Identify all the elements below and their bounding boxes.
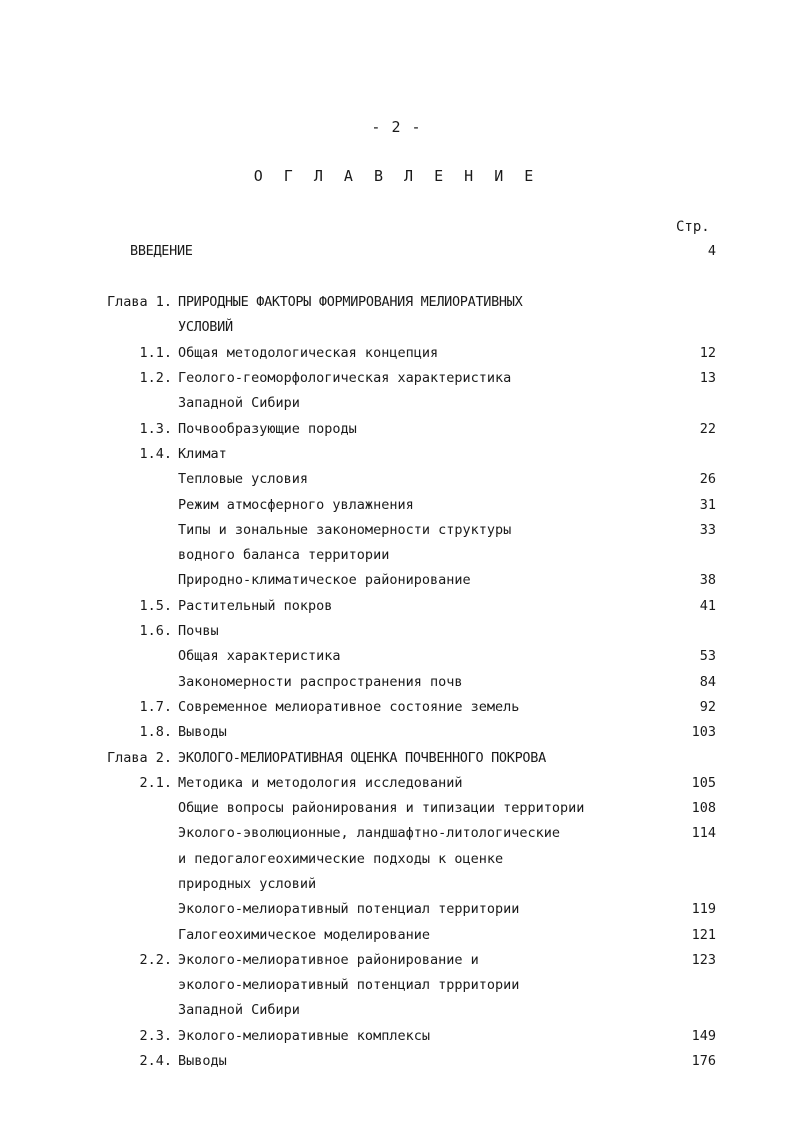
toc-entry xyxy=(0,417,793,442)
entry-title: Типы и зональные закономерности структуры xyxy=(178,522,512,538)
entry-title: Природно-климатическое районирование xyxy=(178,572,471,588)
toc-entry xyxy=(0,1024,793,1049)
entry-title: и педогалогеохимические подходы к оценке xyxy=(178,851,504,867)
entry-title: Общая характеристика xyxy=(178,648,341,664)
entry-page: 121 xyxy=(691,927,716,943)
entry-title: Режим атмосферного увлажнения xyxy=(178,497,414,513)
entry-number: 1.7. xyxy=(139,699,172,715)
entry-title: водного баланса территории xyxy=(178,547,390,563)
entry-page: 22 xyxy=(699,421,716,437)
toc-entry xyxy=(0,948,793,973)
entry-number: 1.2. xyxy=(139,370,172,386)
entry-title: Эколого-мелиоративное районирование и xyxy=(178,952,479,968)
toc-entry xyxy=(0,543,793,568)
toc-entry xyxy=(0,594,793,619)
entry-number: 1.5. xyxy=(139,598,172,614)
toc-entry xyxy=(0,821,793,846)
toc-entry xyxy=(0,1049,793,1074)
toc-entry xyxy=(0,493,793,518)
entry-title: Эколого-мелиоративный потенциал территории xyxy=(178,901,520,917)
entry-number: Глава 2. xyxy=(106,750,172,766)
entry-number: 1.1. xyxy=(139,345,172,361)
toc-entry xyxy=(0,518,793,543)
entry-title: Закономерности распространения почв xyxy=(178,674,463,690)
toc-entry xyxy=(0,897,793,922)
entry-page: 108 xyxy=(691,800,716,816)
entry-number: 1.6. xyxy=(139,623,172,639)
entry-page: 26 xyxy=(699,471,716,487)
entry-page: 4 xyxy=(707,243,716,259)
toc-entry xyxy=(0,998,793,1023)
entry-page: 41 xyxy=(699,598,716,614)
entry-title: Эколого-мелиоративные комплексы xyxy=(178,1028,430,1044)
toc-entry-intro xyxy=(0,239,793,264)
toc-entry xyxy=(0,644,793,669)
entry-page: 114 xyxy=(691,825,716,841)
toc-entry xyxy=(0,923,793,948)
entry-title: Общие вопросы районирования и типизации территории xyxy=(178,800,585,816)
toc-entry xyxy=(0,290,793,315)
toc-entry xyxy=(0,670,793,695)
entry-title: Западной Сибири xyxy=(178,395,300,411)
entry-title: природных условий xyxy=(178,876,317,892)
entry-page: 33 xyxy=(699,522,716,538)
toc-entry xyxy=(0,720,793,745)
entry-title: Методика и методология исследований xyxy=(178,775,463,791)
entry-title: Выводы xyxy=(178,724,227,740)
toc-entry xyxy=(0,973,793,998)
entry-title: Выводы xyxy=(178,1053,227,1069)
entry-page: 176 xyxy=(691,1053,716,1069)
entry-page: 12 xyxy=(699,345,716,361)
toc-entry xyxy=(0,467,793,492)
toc-entry xyxy=(0,695,793,720)
entry-page: 123 xyxy=(691,952,716,968)
entry-title: Западной Сибири xyxy=(178,1002,300,1018)
entry-number: 1.8. xyxy=(139,724,172,740)
entry-number: 2.1. xyxy=(139,775,172,791)
entry-title: Тепловые условия xyxy=(178,471,309,487)
entry-number: 2.2. xyxy=(139,952,172,968)
entry-page: 103 xyxy=(691,724,716,740)
entry-title: Растительный покров xyxy=(178,598,333,614)
entry-title: Геолого-геоморфологическая характеристика xyxy=(178,370,512,386)
toc-entry xyxy=(0,771,793,796)
toc-entry xyxy=(0,366,793,391)
entry-title: Почвообразующие породы xyxy=(178,421,357,437)
page-number: - 2 - xyxy=(371,118,422,136)
entry-page: 31 xyxy=(699,497,716,513)
entry-title: Общая методологическая концепция xyxy=(178,345,439,361)
toc-entry xyxy=(0,568,793,593)
entry-page: 119 xyxy=(691,901,716,917)
entry-title: Эколого-эволюционные, ландшафтно-литологические xyxy=(178,825,561,841)
entry-title: УСЛОВИЙ xyxy=(178,319,233,335)
entry-title: ЭКОЛОГО-МЕЛИОРАТИВНАЯ ОЦЕНКА ПОЧВЕННОГО ПОКРОВА xyxy=(178,750,546,766)
entry-page: 38 xyxy=(699,572,716,588)
entry-title: Почвы xyxy=(178,623,219,639)
entry-number: 1.3. xyxy=(139,421,172,437)
entry-page: 105 xyxy=(691,775,716,791)
entry-title: Климат xyxy=(178,446,227,462)
entry-page: 53 xyxy=(699,648,716,664)
entry-page: 149 xyxy=(691,1028,716,1044)
toc-entry xyxy=(0,315,793,340)
entry-number: 2.4. xyxy=(139,1053,172,1069)
page-column-label: Стр. xyxy=(676,219,710,235)
entry-title: эколого-мелиоративный потенциал тррритории xyxy=(178,977,520,993)
entry-number: 1.4. xyxy=(139,446,172,462)
entry-page: 13 xyxy=(699,370,716,386)
toc-heading: О Г Л А В Л Е Н И Е xyxy=(253,167,540,185)
toc-entry xyxy=(0,746,793,771)
toc-entry xyxy=(0,872,793,897)
entry-title: ПРИРОДНЫЕ ФАКТОРЫ ФОРМИРОВАНИЯ МЕЛИОРАТИВНЫХ xyxy=(178,294,523,310)
toc-entry xyxy=(0,391,793,416)
entry-title: Современное мелиоративное состояние земель xyxy=(178,699,520,715)
entry-title: ВВЕДЕНИЕ xyxy=(130,243,193,259)
entry-number: Глава 1. xyxy=(106,294,172,310)
toc-entry xyxy=(0,796,793,821)
entry-number: 2.3. xyxy=(139,1028,172,1044)
toc-entry xyxy=(0,847,793,872)
entry-title: Галогеохимическое моделирование xyxy=(178,927,430,943)
entry-page: 92 xyxy=(699,699,716,715)
toc-entry xyxy=(0,619,793,644)
toc-entry xyxy=(0,442,793,467)
entry-page: 84 xyxy=(699,674,716,690)
toc-entry xyxy=(0,341,793,366)
